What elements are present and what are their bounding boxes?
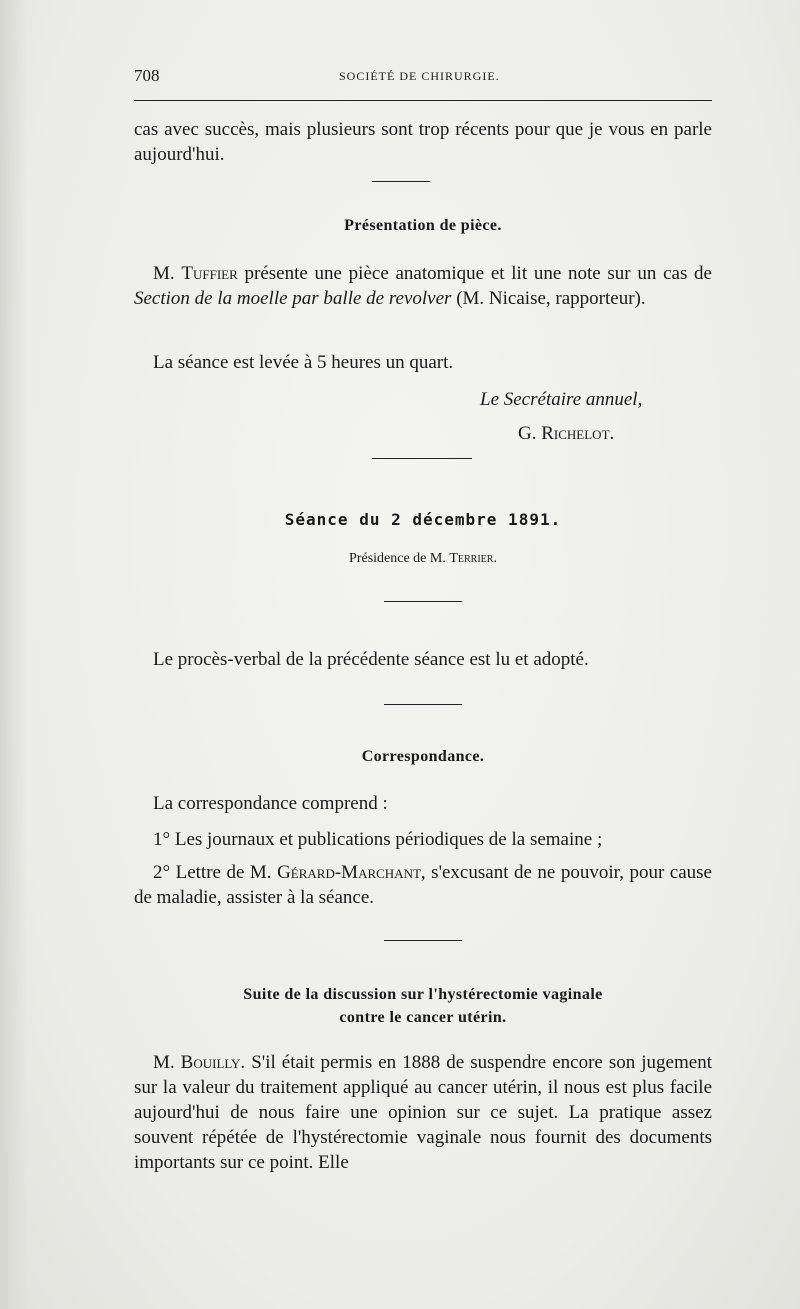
author-name: Bouilly bbox=[180, 1052, 241, 1073]
intro-paragraph: cas avec succès, mais plusieurs sont trop récents pour que je vous en parle aujourd'hui. bbox=[134, 119, 712, 165]
discussion-paragraph: M. Bouilly. S'il était permis en 1888 de suspendre encore son jugement sur la valeur du traitement appliqué au cancer utérin, il nous est plus facile aujourd'hui de nous faire une opinion sur ce sujet. La pratique assez souvent répétée de l'hystérectomie vaginale nous fournit des documents importants sur ce point. Elle bbox=[134, 1052, 712, 1173]
discussion-title-line-2: contre le cancer utérin. bbox=[339, 1009, 507, 1026]
correspondance-item-1: 1° Les journaux et publications périodiques de la semaine ; bbox=[153, 829, 603, 850]
presentation-title: Présentation de pièce. bbox=[344, 217, 502, 234]
correspondance-item-2: 2° Lettre de M. Gérard-Marchant, s'excusant de ne pouvoir, pour cause de maladie, assister à la séance. bbox=[134, 862, 712, 908]
separator-rule bbox=[372, 458, 472, 459]
separator-rule bbox=[372, 181, 430, 182]
closing-paragraph: La séance est levée à 5 heures un quart. bbox=[153, 352, 454, 373]
author-name: Tuffier bbox=[181, 263, 238, 284]
page-number: 708 bbox=[134, 66, 160, 85]
correspondance-intro: La correspondance comprend : bbox=[153, 793, 388, 814]
running-head: SOCIÉTÉ DE CHIRURGIE. bbox=[339, 69, 500, 83]
header-rule bbox=[134, 100, 712, 101]
page-edge-shadow bbox=[0, 0, 28, 1309]
separator-rule bbox=[384, 704, 462, 705]
proces-verbal-paragraph: Le procès-verbal de la précédente séance est lu et adopté. bbox=[153, 649, 589, 670]
signature-name: G. Richelot. bbox=[518, 423, 615, 444]
presentation-paragraph: M. Tuffier présente une pièce anatomique et lit une note sur un cas de Section de la moelle par balle de revolver (M. Nicaise, rapporteur). bbox=[134, 263, 712, 309]
page-header bbox=[134, 62, 712, 92]
seance-title: Séance du 2 décembre 1891. bbox=[284, 510, 562, 529]
discussion-title-line-1: Suite de la discussion sur l'hystérectomie vaginale bbox=[243, 986, 603, 1003]
signature-role: Le Secrétaire annuel, bbox=[480, 389, 643, 410]
separator-rule bbox=[384, 940, 462, 941]
separator-rule bbox=[384, 601, 462, 602]
presidence-line: Présidence de M. Terrier. bbox=[349, 551, 497, 566]
correspondance-title: Correspondance. bbox=[361, 748, 485, 765]
case-title: Section de la moelle par balle de revolver bbox=[134, 288, 452, 309]
